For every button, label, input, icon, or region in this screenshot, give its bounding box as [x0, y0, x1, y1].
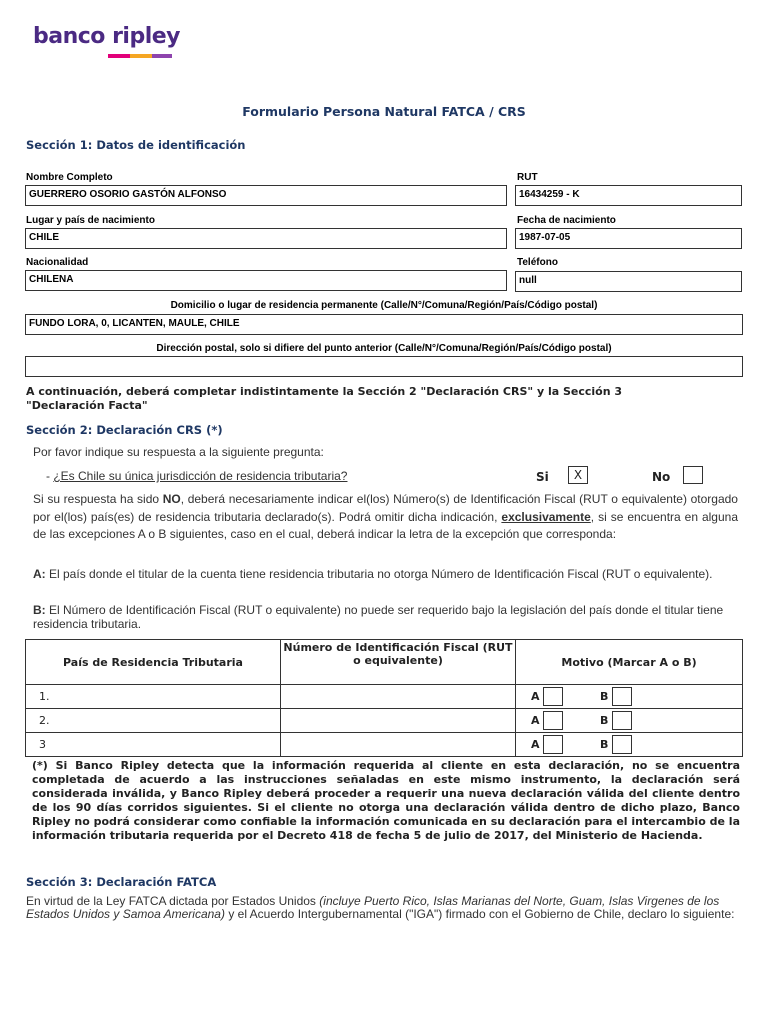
intro-text: A continuación, deberá completar indistintamente la Sección 2 "Declaración CRS" y la Sección 3 "Declaración Facta" — [26, 385, 623, 412]
option-a-label: A — [531, 689, 540, 703]
section2-heading: Sección 2: Declaración CRS (*) — [26, 423, 223, 437]
nif-cell[interactable] — [281, 709, 516, 733]
form-title: Formulario Persona Natural FATCA / CRS — [242, 104, 526, 119]
crs-question: ¿Es Chile su única jurisdicción de residencia tributaria? — [53, 469, 348, 483]
exception-a — [33, 567, 738, 581]
col-motivo-header: Motivo (Marcar A o B) — [516, 640, 743, 685]
domicilio-label: Domicilio o lugar de residencia permanente (Calle/N°/Comuna/Región/País/Código postal) — [170, 300, 598, 311]
fatca-text-italic: (incluye Puerto Rico, Islas Marianas del Norte, Guam, Islas Virgenes de los Estados Unidos y Samoa Americana) — [26, 894, 720, 921]
crs-prompt: Por favor indique su respuesta a la siguiente pregunta: — [33, 445, 324, 459]
instructions-part-a: Si su respuesta ha sido — [33, 492, 163, 506]
domicilio-field[interactable]: FUNDO LORA, 0, LICANTEN, MAULE, CHILE — [25, 314, 743, 335]
logo-color-bar — [108, 54, 172, 58]
no-label: No — [652, 470, 671, 484]
exception-b-key: B: — [33, 603, 46, 617]
nacionalidad-field[interactable]: CHILENA — [25, 270, 507, 291]
logo-bar-purple — [152, 54, 172, 58]
table-row — [26, 685, 743, 709]
nombre-field[interactable]: GUERRERO OSORIO GASTÓN ALFONSO — [25, 185, 507, 206]
table-header-row — [26, 640, 743, 685]
rut-label: RUT — [517, 172, 538, 183]
table-row — [26, 709, 743, 733]
nombre-label: Nombre Completo — [26, 172, 113, 183]
instructions-exclusivamente: exclusivamente — [501, 509, 591, 524]
crs-instructions — [33, 491, 738, 544]
crs-question-row — [46, 469, 347, 483]
option-b-checkbox[interactable] — [612, 711, 632, 730]
postal-label: Dirección postal, solo si difiere del punto anterior (Calle/N°/Comuna/Región/País/Código postal) — [156, 343, 612, 354]
telefono-field[interactable]: null — [515, 271, 742, 292]
telefono-label: Teléfono — [517, 257, 558, 268]
fatca-text-a: En virtud de la Ley FATCA dictada por Estados Unidos — [26, 894, 320, 908]
instructions-no: NO — [162, 492, 181, 506]
si-checkbox[interactable]: X — [568, 466, 588, 484]
instructions-part-c: , si se encuentra en alguna de las excepciones A o B siguientes, caso en el cual, deberá indicar la letra de la excepción que corresponda: — [33, 509, 738, 541]
exception-b — [33, 603, 738, 631]
table-row — [26, 733, 743, 757]
option-a-checkbox[interactable] — [543, 687, 563, 706]
logo-bar-orange — [130, 54, 152, 58]
exception-b-text: El Número de Identificación Fiscal (RUT o equivalente) no puede ser requerido bajo la legislación del país donde el titular tiene residencia tributaria. — [33, 603, 724, 631]
motivo-cell — [516, 685, 743, 709]
motivo-cell — [516, 709, 743, 733]
nif-cell[interactable] — [281, 733, 516, 757]
no-checkbox[interactable] — [683, 466, 703, 484]
option-a-label: A — [531, 713, 540, 727]
exception-a-text: El país donde el titular de la cuenta tiene residencia tributaria no otorga Número de Identificación Fiscal (RUT o equivalente). — [45, 567, 713, 581]
logo-bar-pink — [108, 54, 130, 58]
option-a-label: A — [531, 737, 540, 751]
option-b-checkbox[interactable] — [612, 735, 632, 754]
row-number: 2. — [26, 709, 281, 733]
bank-logo: banco ripley — [33, 24, 181, 49]
si-label: Si — [536, 470, 549, 484]
col-pais-header: País de Residencia Tributaria — [26, 640, 281, 685]
fatca-text — [26, 895, 742, 921]
bullet-dash: - — [46, 469, 54, 483]
fatca-text-b: y el Acuerdo Intergubernamental ("IGA") firmado con el Gobierno de Chile, declaro lo siguiente: — [224, 907, 735, 921]
crs-footnote: (*) Si Banco Ripley detecta que la información requerida al cliente en esta declaración, no se encuentra completada de acuerdo a las instrucciones señaladas en este mismo instrumento, la declaración será considerada inválida, y Banco Ripley deberá proceder a requerir una nueva declaración válida del cliente dentro de los 90 días corridos siguientes. Si el cliente no otorga una declaración válida dentro de dicho plazo, Banco Ripley no podrá considerar como confiable la información comunicada en su declaración para el intercambio de la información tributaria requerida por el Decreto 418 de fecha 5 de julio de 2017, del Ministerio de Hacienda. — [32, 759, 740, 842]
option-b-checkbox[interactable] — [612, 687, 632, 706]
row-number: 3 — [26, 733, 281, 757]
option-b-label: B — [600, 713, 609, 727]
section1-heading: Sección 1: Datos de identificación — [26, 138, 246, 152]
option-b-label: B — [600, 737, 609, 751]
motivo-cell — [516, 733, 743, 757]
nif-cell[interactable] — [281, 685, 516, 709]
lugar-label: Lugar y país de nacimiento — [26, 215, 155, 226]
nacionalidad-label: Nacionalidad — [26, 257, 89, 268]
section3-heading: Sección 3: Declaración FATCA — [26, 875, 217, 889]
fecha-label: Fecha de nacimiento — [517, 215, 616, 226]
rut-field[interactable]: 16434259 - K — [515, 185, 742, 206]
option-a-checkbox[interactable] — [543, 711, 563, 730]
col-nif-header: Número de Identificación Fiscal (RUT o equivalente) — [281, 640, 516, 685]
exception-a-key: A: — [33, 567, 46, 581]
fecha-field[interactable]: 1987-07-05 — [515, 228, 742, 249]
postal-field[interactable] — [25, 356, 743, 377]
instructions-part-b: , deberá necesariamente indicar el(los) Número(s) de Identificación Fiscal (RUT o equivalente) otorgado por el(los) país(es) de residencia tributaria declarado(s). Podrá omitir dicha indicación, — [33, 492, 738, 524]
residence-table — [25, 639, 743, 757]
option-a-checkbox[interactable] — [543, 735, 563, 754]
row-number: 1. — [26, 685, 281, 709]
option-b-label: B — [600, 689, 609, 703]
lugar-field[interactable]: CHILE — [25, 228, 507, 249]
